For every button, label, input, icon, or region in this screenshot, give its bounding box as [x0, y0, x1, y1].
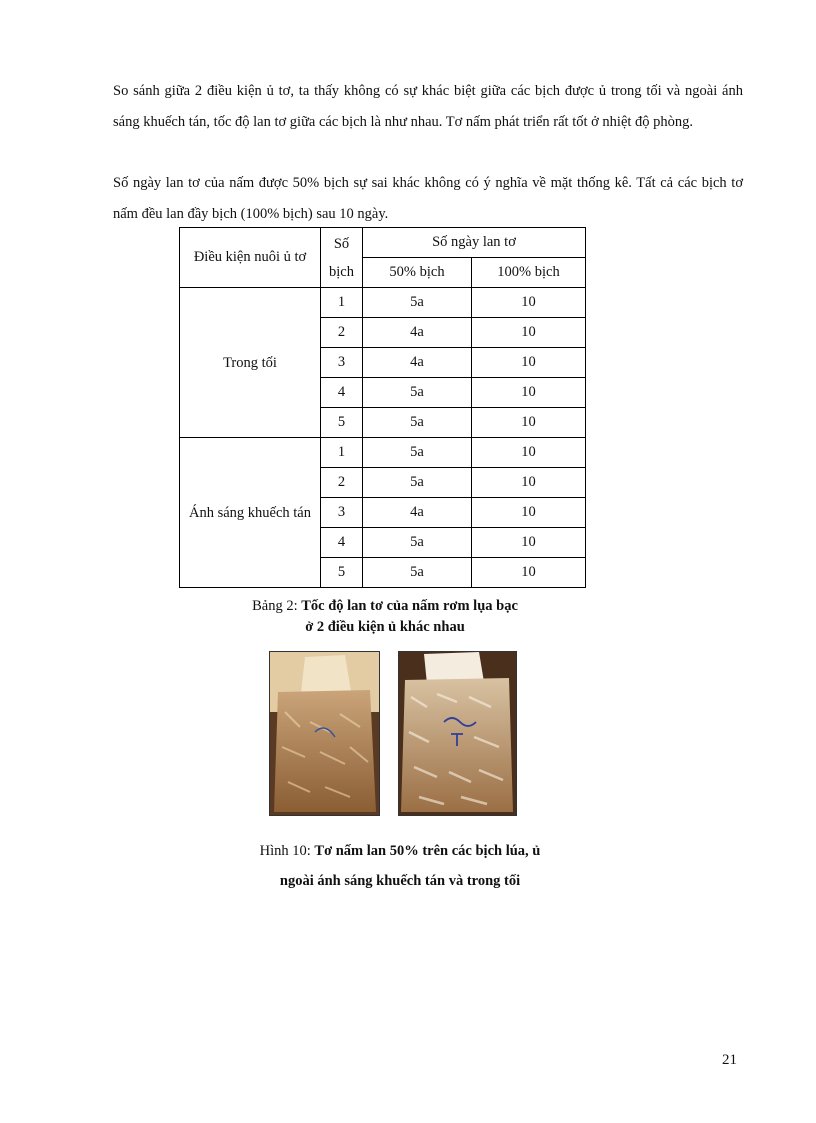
- bag-cell: 4: [321, 528, 363, 558]
- p50-cell: 4a: [363, 498, 472, 528]
- figure-caption-prefix: Hình 10:: [259, 843, 315, 859]
- page-number: 21: [722, 1052, 737, 1068]
- figure-caption-line2: ngoài ánh sáng khuếch tán và trong tối: [279, 873, 521, 889]
- table-caption-line2: ở 2 điều kiện ủ khác nhau: [305, 619, 465, 635]
- p50-cell: 5a: [363, 468, 472, 498]
- header-condition: Điều kiện nuôi ủ tơ: [180, 228, 321, 288]
- p100-cell: 10: [472, 288, 586, 318]
- bag-cell: 5: [321, 408, 363, 438]
- header-50: 50% bịch: [363, 258, 472, 288]
- paragraph-comparison: So sánh giữa 2 điều kiện ủ tơ, ta thấy không có sự khác biệt giữa các bịch được ủ trong tối và ngoài ánh sáng khuếch tán, tốc độ lan tơ giữa các bịch là như nhau. Tơ nấm phát triển rất tốt ở nhiệt độ phòng.: [113, 83, 743, 130]
- condition-cell: Ánh sáng khuếch tán: [180, 438, 321, 588]
- bag-cell: 4: [321, 378, 363, 408]
- p100-cell: 10: [472, 318, 586, 348]
- figure-caption-line1: Tơ nấm lan 50% trên các bịch lúa, ủ: [314, 843, 541, 859]
- bag-cell: 1: [321, 288, 363, 318]
- p50-cell: 5a: [363, 378, 472, 408]
- bag-cell: 2: [321, 468, 363, 498]
- p50-cell: 4a: [363, 348, 472, 378]
- paragraph-days: Số ngày lan tơ của nấm được 50% bịch sự sai khác không có ý nghĩa về mặt thống kê. Tất cả các bịch tơ nấm đều lan đầy bịch (100% bịch) sau 10 ngày.: [113, 175, 743, 222]
- p100-cell: 10: [472, 468, 586, 498]
- p100-cell: 10: [472, 528, 586, 558]
- p50-cell: 5a: [363, 528, 472, 558]
- mushroom-bag-photo-right: [398, 651, 517, 816]
- bag-cell: 2: [321, 318, 363, 348]
- p100-cell: 10: [472, 348, 586, 378]
- p50-cell: 5a: [363, 288, 472, 318]
- p50-cell: 5a: [363, 438, 472, 468]
- table-caption: [180, 596, 590, 638]
- p50-cell: 5a: [363, 408, 472, 438]
- p100-cell: 10: [472, 408, 586, 438]
- bag-image-icon: [270, 652, 379, 815]
- table-caption-line1: Tốc độ lan tơ của nấm rơm lụa bạc: [301, 598, 518, 614]
- mycelium-table: [179, 227, 586, 588]
- table-caption-prefix: Bảng 2:: [252, 598, 302, 614]
- mushroom-bag-photo-left: [269, 651, 380, 816]
- p100-cell: 10: [472, 558, 586, 588]
- p100-cell: 10: [472, 438, 586, 468]
- bag-image-icon: [399, 652, 516, 815]
- bag-cell: 5: [321, 558, 363, 588]
- condition-cell: Trong tối: [180, 288, 321, 438]
- p100-cell: 10: [472, 378, 586, 408]
- header-bag: Số bịch: [321, 228, 363, 288]
- p50-cell: 5a: [363, 558, 472, 588]
- header-100: 100% bịch: [472, 258, 586, 288]
- p50-cell: 4a: [363, 318, 472, 348]
- table-row: [180, 288, 586, 318]
- figure-caption: [200, 836, 600, 896]
- bag-cell: 3: [321, 348, 363, 378]
- bag-cell: 3: [321, 498, 363, 528]
- p100-cell: 10: [472, 498, 586, 528]
- header-days: Số ngày lan tơ: [363, 228, 586, 258]
- table-row: [180, 438, 586, 468]
- bag-cell: 1: [321, 438, 363, 468]
